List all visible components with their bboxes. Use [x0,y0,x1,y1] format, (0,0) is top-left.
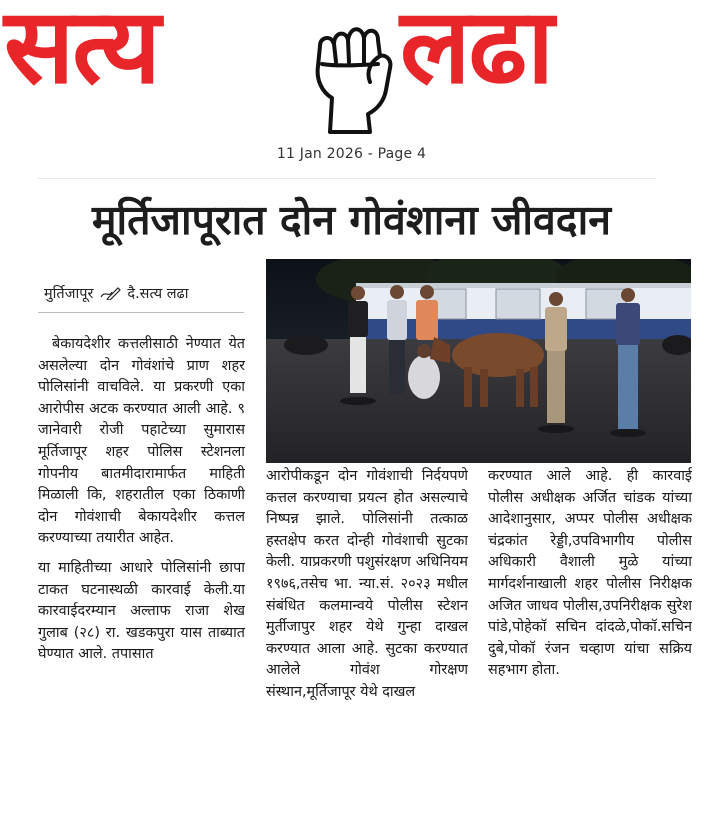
divider [38,178,656,179]
article-paragraph: करण्यात आले आहे. ही कारवाई पोलीस अधीक्षक अर्जित चांडक यांच्या आदेशानुसार, अप्पर पोलीस अधीक्षक चंद्रकांत रेड्डी,उपविभागीय पोलीस अधिकारी वैशाली मुळे यांच्या मार्गदर्शनाखाली शहर पोलीस निरीक्षक अजित जाधव पोलीस,उपनिरीक्षक सुरेश पांडे,पोहेकॉ सचिन दांदळे,पोकॉ.सचिन दुबे,पोकॉ रंजन चव्हाण यांचा सक्रिय सहभाग होता. [488,468,692,679]
dateline: 11 Jan 2026 - Page 4 [276,146,427,162]
masthead-title-left: सत्य [4,0,159,107]
byline [44,283,188,303]
byline-place: मुर्तिजापूर [44,286,94,302]
masthead [0,0,703,142]
photo-police-with-cattle [266,259,691,463]
article-paragraph: आरोपीकडून दोन गोवंशाची निर्दयपणे कत्तल करण्याचा प्रयत्न होत असल्याचे निष्पन्न झाले. पोलिसांनी तत्काळ हस्तक्षेप करत दोन्ही गोवंशाची सुटका केली. याप्रकरणी पशुसंरक्षण अधिनियम १९७६,तसेच भा. न्या.सं. २०२३ मधील संबंधित कलमान्वये पोलीस स्टेशन मुर्तीजापुर शहर येथे गुन्हा दाखल करण्यात आला आहे. सुटका करण्यात आलेले गोवंश गोरक्षण संस्थान,मूर्तिजापूर येथे दाखल [266,468,468,700]
masthead-title-right: लढा [400,0,553,107]
article-photo [266,259,691,463]
byline-divider [38,312,244,313]
byline-source: दै.सत्य लढा [127,286,189,302]
article-paragraph: बेकायदेशीर कत्तलीसाठी नेण्यात येत असलेल्या दोन गोवंशांचे प्राण शहर पोलिसांनी वाचविले. या प्रकरणी एका आरोपीस अटक करण्यात आली आहे. ९ जानेवारी रोजी पहाटेच्या सुमारास मूर्तिजापूर शहर पोलिस स्टेशनला गोपनीय बातमीदारामार्फत माहिती मिळाली कि, शहरातील एका ठिकाणी दोन गोवंशाची बेकायदेशीर कत्तल करण्याच्या तयारीत आहेत. [38,336,245,547]
article-column-1 [38,334,245,812]
raised-fist-icon [300,6,400,134]
article-headline: मूर्तिजापूरात दोन गोवंशाना जीवदान [92,196,611,244]
pen-icon [99,286,121,300]
article-column-3 [488,466,692,812]
article-column-2 [266,466,468,812]
article-paragraph: या माहितीच्या आधारे पोलिसांनी छापा टाकत घटनास्थळी कारवाई केली.या कारवाईदरम्यान अल्ताफ राजा शेख गुलाब (२८) रा. खडकपुरा यास ताब्यात घेण्यात आले. तपासात [38,559,245,663]
